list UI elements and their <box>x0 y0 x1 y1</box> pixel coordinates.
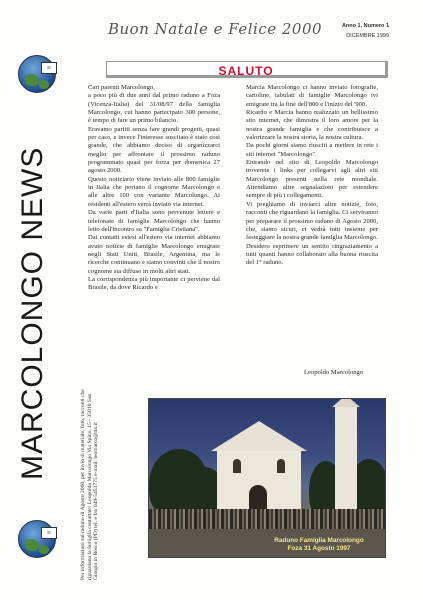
group-photo <box>148 398 386 558</box>
article-paragraph: La corrispondenza più importante ci perviene dal Brasile, da dove Ricardo e <box>88 275 220 292</box>
article-paragraph: Entrando nel sito di Leopoldo Marcolongo troverete i links per collegarvi agli altri siti Marcolongo presenti nella rete mondiale. Attendiamo altre segnalazioni per estendere sempre di più i collegamenti. <box>246 159 378 200</box>
article-column-left <box>88 84 220 293</box>
masthead-title: MARCOLONGO NEWS <box>16 146 49 480</box>
article-paragraph: Da pochi giorni siamo riusciti a mettere in rete i siti internet "Marcolongo". <box>246 142 378 158</box>
photo-caption <box>259 537 379 553</box>
issue-number: Anno 1, Numero 1 <box>341 23 389 29</box>
article-column-right <box>246 84 378 268</box>
article-paragraph: Desidero esprimere un sentito ringraziamento a tutti quanti hanno collaborato alla buona riuscita del 1° raduno. <box>246 242 378 267</box>
article-paragraph: Questo notiziario viene inviato alle 800 famiglie in Italia che portano il cognome Marcolongo e alle altre 100 con variante Marcolungo. Ai residenti all'estero verrà inviato via internet. <box>88 175 220 208</box>
article-paragraph: Cari parenti Marcolongo, <box>88 84 155 91</box>
crowd <box>149 509 386 531</box>
article-signature: Leopoldo Marcolongo <box>304 369 364 376</box>
issue-date: DICEMBRE 1999 <box>346 33 389 39</box>
newspaper-icon: ≡ <box>41 62 57 74</box>
section-title-box <box>106 61 388 78</box>
globe-icon <box>18 520 56 558</box>
newspaper-icon: ≡ <box>41 527 57 539</box>
photo-caption-line1: Raduno Famiglia Marcolongo <box>274 537 364 544</box>
article-paragraph: Dai contatti estesi all'estero via internet abbiamo avuto notizie di famiglie Marcolongo emigrate negli Stati Uniti, Brasile, Argentina, ma le ricerche continuano e siamo convinti che il nostro cognome sia diffuso in molti altri stati. <box>88 234 220 275</box>
issue-info <box>342 23 389 39</box>
bell-tower <box>335 405 357 523</box>
greeting-heading: Buon Natale e Felice 2000 <box>108 20 323 38</box>
sidebar-contact-info: Per informazioni sul raduno di Agosto 2000, per invio di materiale, foto, racconti che riguardano la famiglia contattate: Leopoldo Marcolongo Via Spino, 15 - 35010 San Giorgio in Bosco (PD) tel. e fax 049-5453775 e-mail: leomarco@tin.it <box>80 389 100 580</box>
globe-icon <box>18 55 56 93</box>
article-paragraph: Eravamo partiti senza fare grandi progetti, quasi per caso, e invece l'interesse suscitato è stato così grande, che abbiamo deciso di organizzarci meglio per affrontare il prossimo raduno programmato quasi per forza per domenica 27 agosto 2000. <box>88 125 220 175</box>
article-paragraph: a poco più di due anni dal primo raduno a Foza (Vicenza-Italia) del 31/08/97 della famiglia Marcolongo, cui hanno partecipato 300 persone, è tempo di fare un primo bilancio. <box>88 92 220 125</box>
photo-caption-line2: Foza 31 Agosto 1997 <box>287 545 351 552</box>
article-paragraph: Marcia Marcolongo ci hanno inviato fotografie, cartoline, tabulati di famiglie Marcolongo ivi emigrate tra la fine dell'800 e l'inizio del '900. <box>246 84 378 108</box>
article-paragraph: Vi preghiamo di inviarci altre notizie, foto, racconti che riguardano la famiglia. Ci serviranno per preparare il prossimo raduno di Agosto 2000, che, siamo sicuri, ci vedrà tutti insieme per festeggiare la nostra grande famiglia Marcolongo. <box>246 200 378 242</box>
article-paragraph: Ricardo e Marcia hanno realizzato un bellissimo sito internet, che dimostra il loro amore per la nostra grande famiglia e che contribuisce a valorizzare la nostra storia, la nostra cultura. <box>246 109 378 142</box>
section-title: SALUTO <box>218 64 274 78</box>
article-paragraph: Da varie parti d'Italia sono pervenute lettere e telefonate di famiglie Marcolongo che hanno letto dell'incontro su "Famiglia Cristiana". <box>88 209 220 233</box>
